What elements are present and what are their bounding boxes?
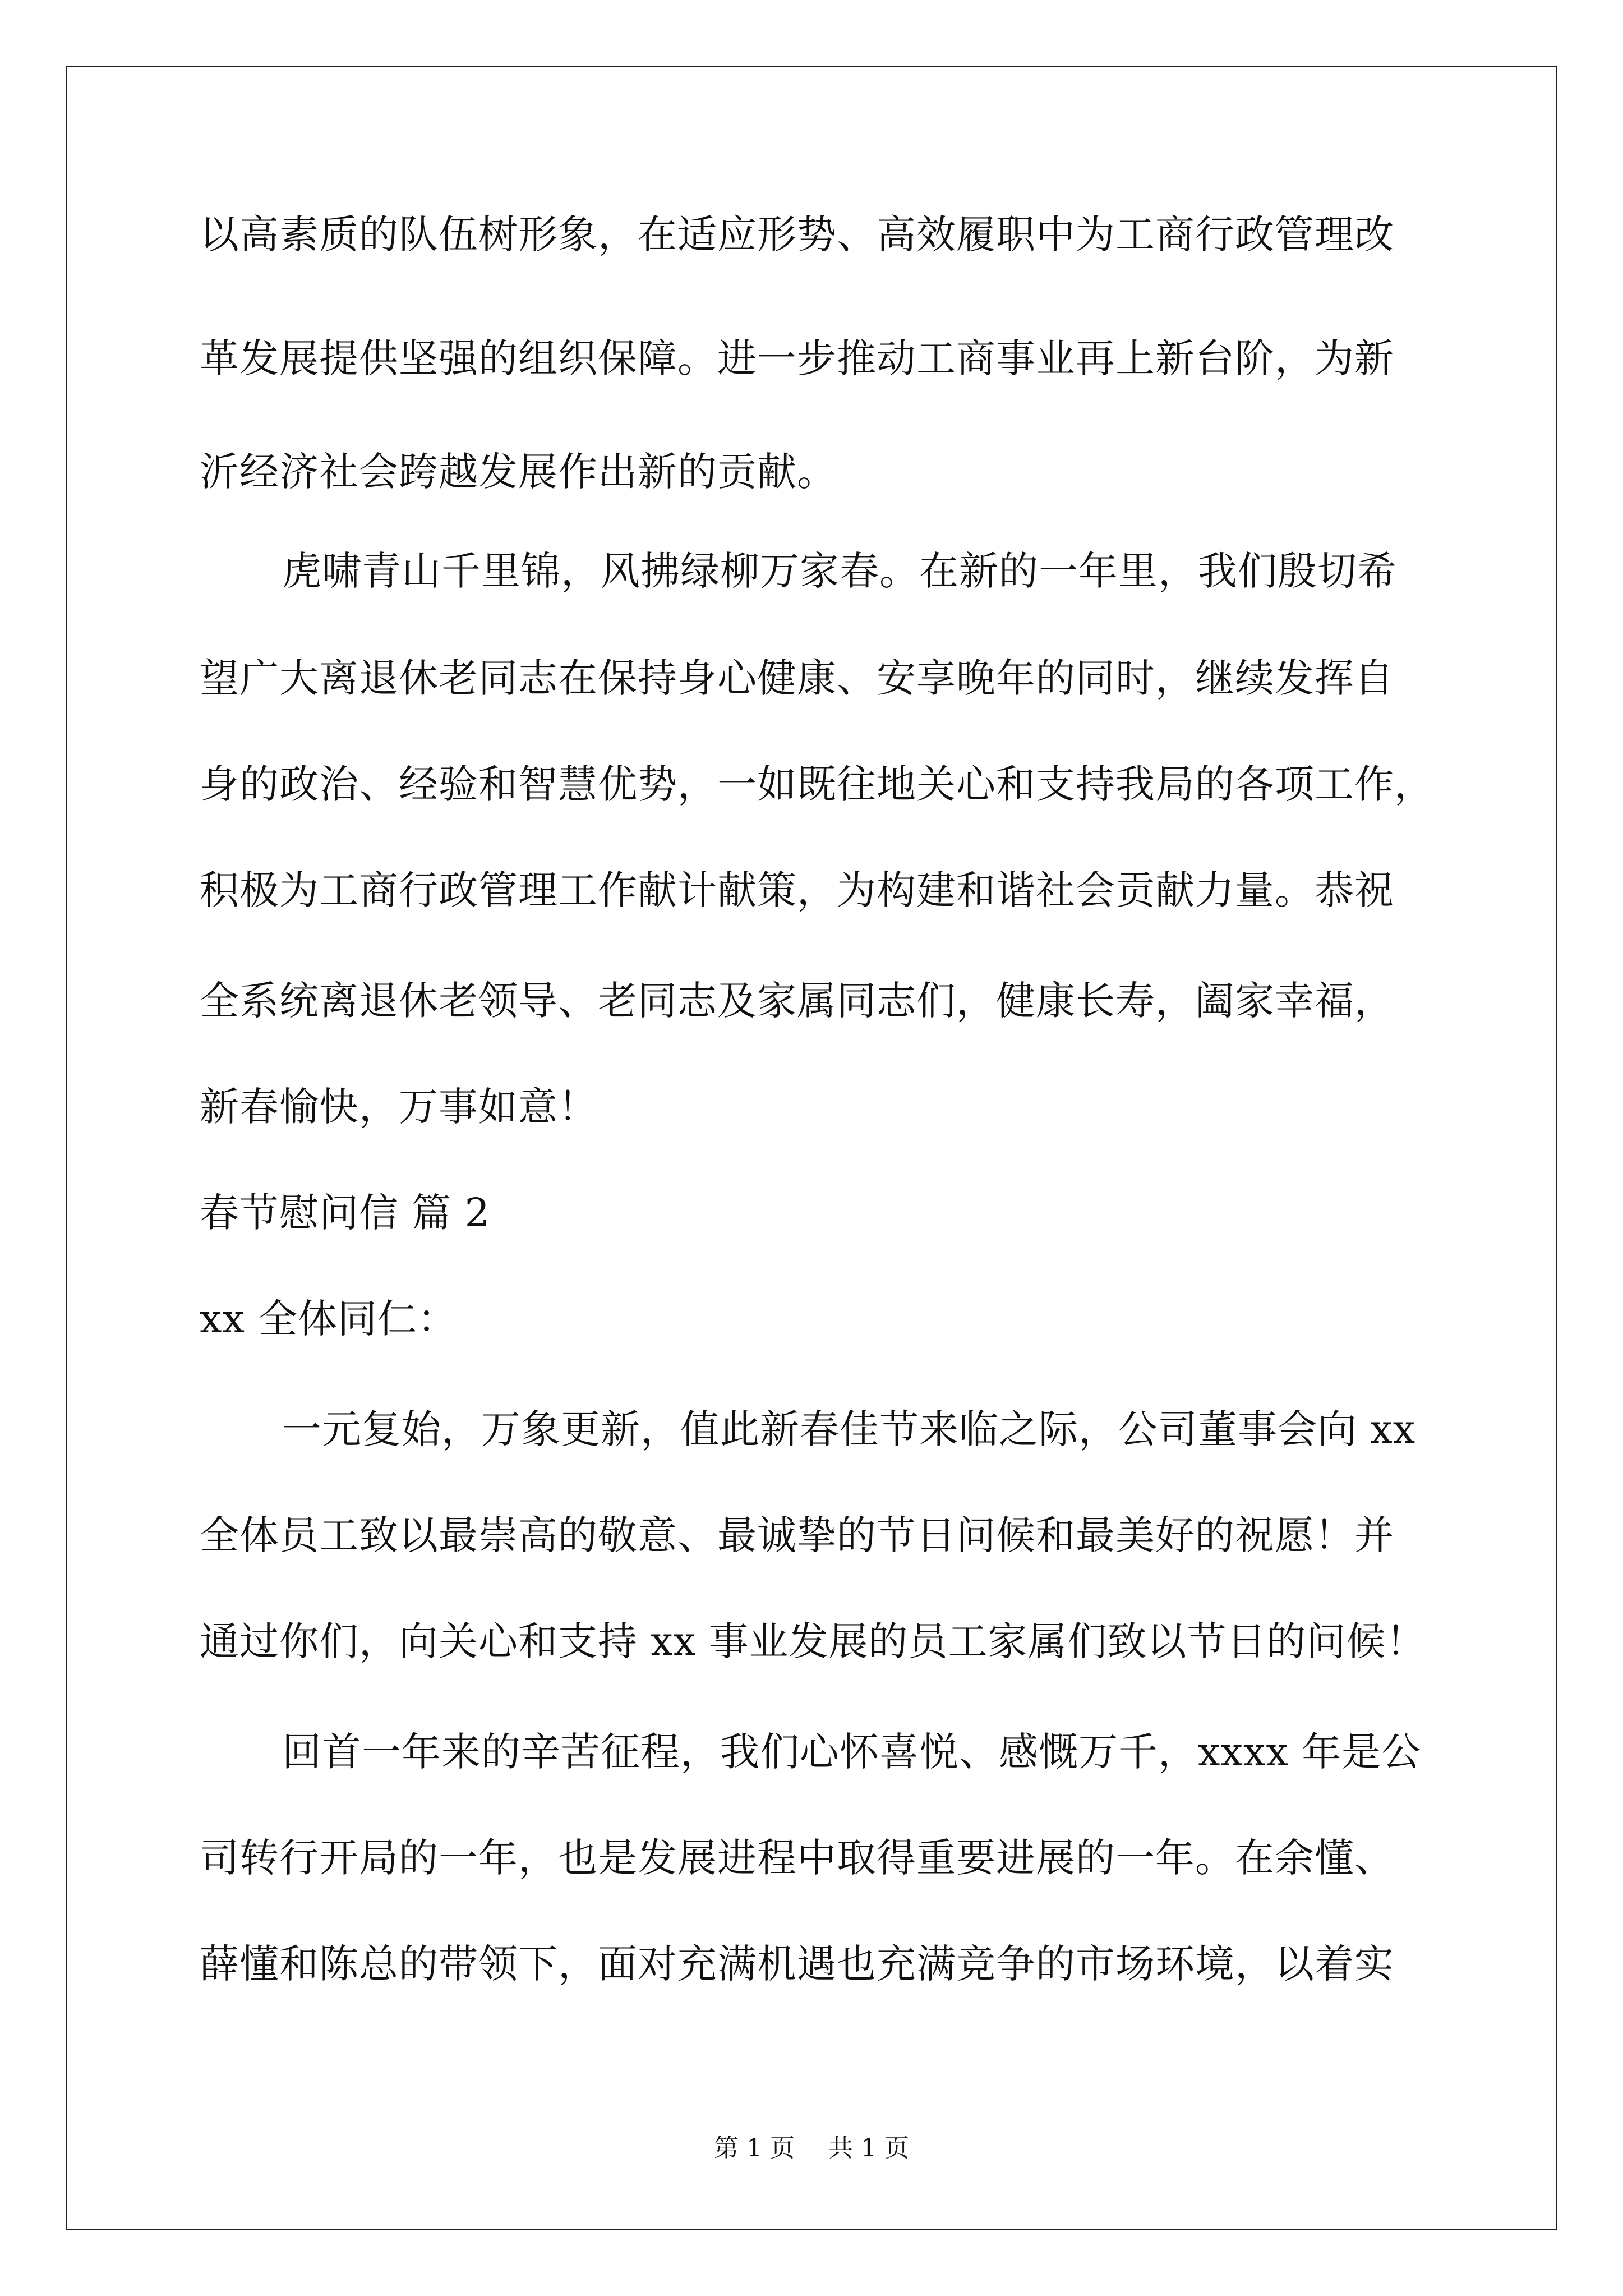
paragraph-line: 虎啸青山千里锦，风拂绿柳万家春。在新的一年里，我们殷切希 (282, 548, 1397, 594)
page-border (66, 66, 1557, 2230)
paragraph-line: 司转行开局的一年，也是发展进程中取得重要进展的一年。在余懂、 (200, 1835, 1394, 1881)
page-footer (0, 2136, 1623, 2161)
paragraph-line: 以高素质的队伍树形象，在适应形势、高效履职中为工商行政管理改 (200, 211, 1394, 257)
page-number-total: 共 1 页 (828, 2134, 909, 2162)
page-number-current: 第 1 页 (714, 2134, 795, 2162)
paragraph-line: 沂经济社会跨越发展作出新的贡献。 (200, 449, 837, 495)
paragraph-line: 一元复始，万象更新，值此新春佳节来临之际，公司董事会向 xx (282, 1406, 1416, 1452)
paragraph-line: 积极为工商行政管理工作献计献策，为构建和谐社会贡献力量。恭祝 (200, 867, 1394, 913)
paragraph-line: 回首一年来的辛苦征程，我们心怀喜悦、感慨万千，xxxx 年是公 (282, 1729, 1422, 1775)
paragraph-line: 薛懂和陈总的带领下，面对充满机遇也充满竞争的市场环境，以着实 (200, 1941, 1394, 1987)
paragraph-line: 望广大离退休老同志在保持身心健康、安享晚年的同时，继续发挥自 (200, 655, 1394, 701)
salutation: xx 全体同仁： (200, 1296, 458, 1342)
paragraph-line: 身的政治、经验和智慧优势，一如既往地关心和支持我局的各项工作， (200, 761, 1434, 807)
section-heading: 春节慰问信 篇 2 (200, 1190, 491, 1236)
paragraph-line: 新春愉快，万事如意！ (200, 1084, 598, 1130)
paragraph-line: 革发展提供坚强的组织保障。进一步推动工商事业再上新台阶，为新 (200, 335, 1394, 381)
paragraph-line: 通过你们，向关心和支持 xx 事业发展的员工家属们致以节日的问候！ (200, 1618, 1426, 1664)
paragraph-line: 全体员工致以最崇高的敬意、最诚挚的节日问候和最美好的祝愿！并 (200, 1512, 1394, 1558)
paragraph-line: 全系统离退休老领导、老同志及家属同志们，健康长寿，阖家幸福， (200, 978, 1394, 1024)
